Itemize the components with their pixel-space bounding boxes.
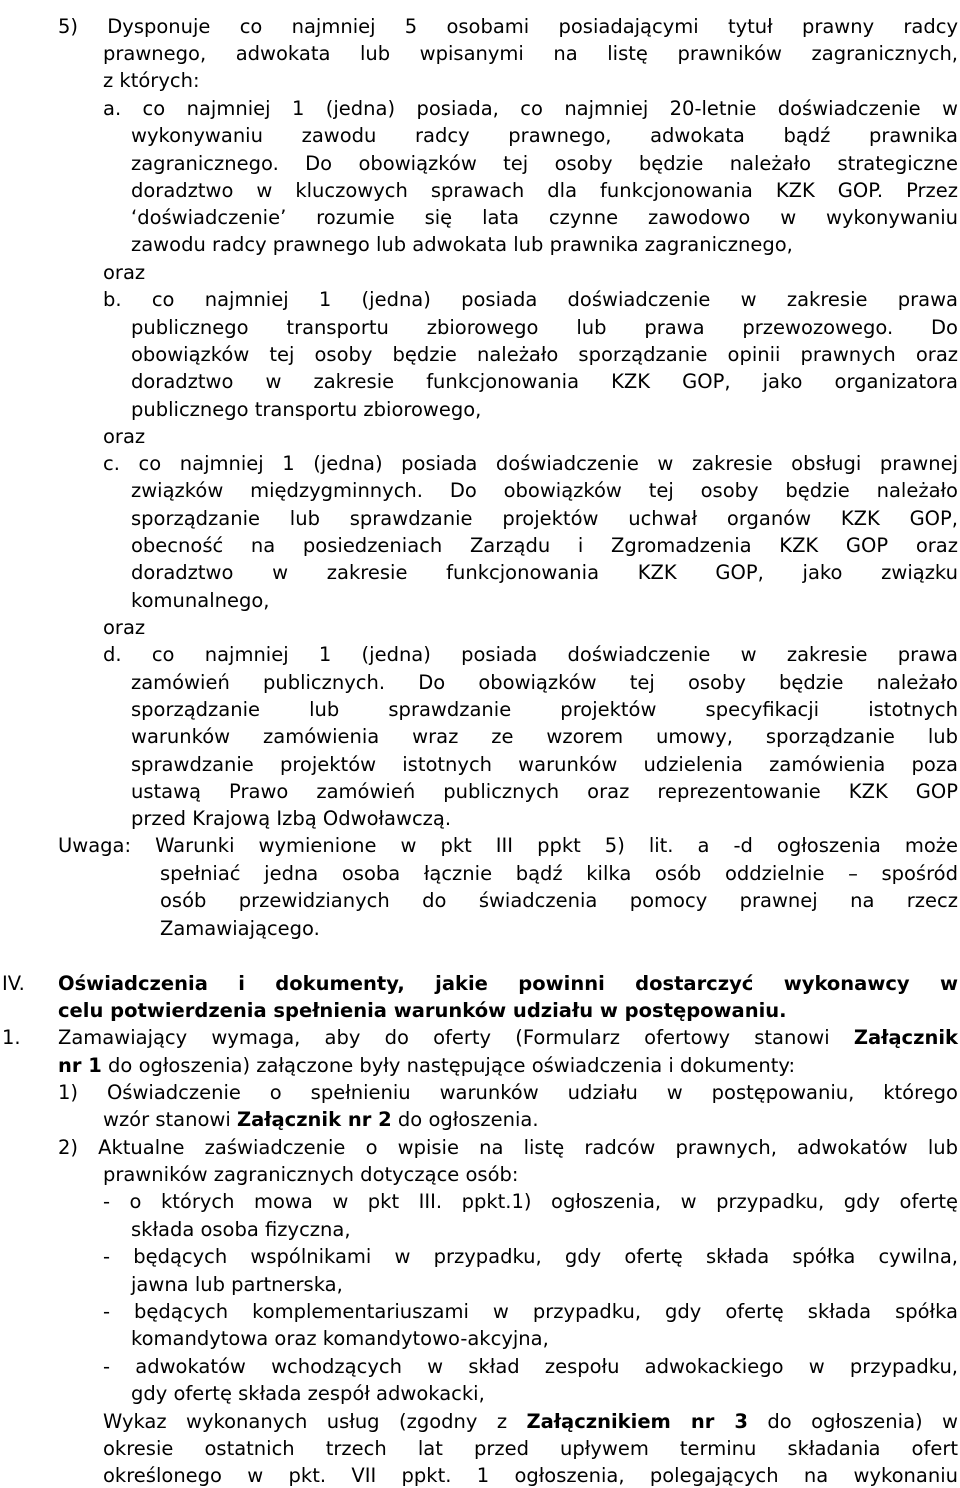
text-span: ‘doświadczenie’ rozumie się lata czynne zawodowo w wykonywaniu xyxy=(131,206,958,229)
text-line xyxy=(131,1217,351,1242)
text-line xyxy=(131,315,958,340)
text-span: sporządzanie lub sprawdzanie projektów uchwał organów KZK GOP, xyxy=(131,507,958,530)
text-line xyxy=(103,615,145,640)
text-line xyxy=(103,1162,518,1187)
text-line xyxy=(103,424,145,449)
text-span: zamówień publicznych. Do obowiązków tej osoby będzie należało xyxy=(131,671,958,694)
text-span: Uwaga: Warunki wymienione w pkt III ppkt 5) lit. a -d ogłoszenia może xyxy=(58,834,958,857)
text-span: publicznego transportu zbiorowego lub prawa przewozowego. Do xyxy=(131,316,958,339)
text-line xyxy=(131,178,958,203)
text-line xyxy=(131,369,958,394)
text-span: prawnego, adwokata lub wpisanymi na listę prawników zagranicznych, xyxy=(103,42,958,65)
text-span: okresie ostatnich trzech lat przed upływem terminu składania ofert xyxy=(103,1437,958,1460)
text-span: Wykaz wykonanych usług (zgodny z xyxy=(103,1410,527,1433)
text-span: 2) Aktualne zaświadczenie o wpisie na listę radców prawnych, adwokatów lub xyxy=(58,1136,958,1159)
text-line xyxy=(103,68,200,93)
text-line xyxy=(160,888,958,913)
text-span: obowiązków tej osoby będzie należało sporządzanie opinii prawnych oraz xyxy=(131,343,958,366)
text-line xyxy=(160,861,958,886)
text-span: do ogłoszenia. xyxy=(391,1108,539,1131)
text-line xyxy=(58,833,958,858)
text-span: spełniać jedna osoba łącznie bądź kilka osób oddzielnie – spośród xyxy=(160,862,958,885)
text-line xyxy=(131,806,451,831)
text-span: przed Krajową Izbą Odwoławczą. xyxy=(131,807,452,830)
text-span: doradztwo w kluczowych sprawach dla funkcjonowania KZK GOP. Przez xyxy=(131,179,958,202)
text-line xyxy=(131,1272,343,1297)
text-line xyxy=(103,1463,958,1488)
text-line xyxy=(103,1107,539,1132)
text-span: sprawdzanie projektów istotnych warunków udzielenia zamówienia poza xyxy=(131,753,958,776)
text-line xyxy=(131,397,481,422)
text-span: składa osoba fizyczna, xyxy=(131,1218,351,1241)
bold-text: Oświadczenia i dokumenty, jakie powinni dostarczyć wykonawcy w xyxy=(58,972,958,995)
text-line xyxy=(2,971,25,996)
text-span: warunków zamówienia wraz ze wzorem umowy, sporządzanie lub xyxy=(131,725,958,748)
text-span: sporządzanie lub sprawdzanie projektów specyfikacji istotnych xyxy=(131,698,958,721)
text-span: określonego w pkt. VII ppkt. 1 ogłoszenia, polegających na wykonaniu xyxy=(103,1464,958,1487)
text-line xyxy=(131,533,958,558)
text-span: obecność na posiedzeniach Zarządu i Zgromadzenia KZK GOP oraz xyxy=(131,534,958,557)
text-line xyxy=(131,123,958,148)
bold-text: celu potwierdzenia spełnienia warunków udziału w postępowaniu. xyxy=(58,999,787,1022)
text-span: Zamawiający wymaga, aby do oferty (Formularz ofertowy stanowi xyxy=(58,1026,854,1049)
text-span: IV. xyxy=(2,972,25,995)
text-span: a. co najmniej 1 (jedna) posiada, co najmniej 20-letnie doświadczenie w xyxy=(103,97,958,120)
text-line xyxy=(131,478,958,503)
text-line xyxy=(58,1080,958,1105)
text-span: - będących komplementariuszami w przypadku, gdy ofertę składa spółka xyxy=(103,1300,958,1323)
text-span: z których: xyxy=(103,69,200,92)
text-span: do ogłoszenia) załączone były następujące oświadczenia i dokumenty: xyxy=(101,1054,796,1077)
text-line xyxy=(131,752,958,777)
bold-text: Załącznik nr 2 xyxy=(236,1108,392,1131)
text-span: komunalnego, xyxy=(131,589,270,612)
text-line xyxy=(2,1025,21,1050)
text-line xyxy=(131,151,958,176)
text-span: wzór stanowi xyxy=(103,1108,237,1131)
text-span: gdy ofertę składa zespół adwokacki, xyxy=(131,1382,485,1405)
text-line xyxy=(58,971,958,996)
text-span: ustawą Prawo zamówień publicznych oraz reprezentowanie KZK GOP xyxy=(131,780,958,803)
text-line xyxy=(58,1053,795,1078)
text-span: osób przewidzianych do świadczenia pomocy prawnej na rzecz xyxy=(160,889,958,912)
text-span: związków międzygminnych. Do obowiązków tej osoby będzie należało xyxy=(131,479,958,502)
text-span: oraz xyxy=(103,261,146,284)
text-line xyxy=(103,41,958,66)
text-span: do ogłoszenia) w xyxy=(747,1410,959,1433)
text-line xyxy=(58,1135,958,1160)
bold-text: nr 1 xyxy=(58,1054,102,1077)
text-span: zawodu radcy prawnego lub adwokata lub prawnika zagranicznego, xyxy=(131,233,793,256)
text-line xyxy=(131,342,958,367)
text-line xyxy=(131,232,793,257)
text-span: oraz xyxy=(103,616,146,639)
text-span: c. co najmniej 1 (jedna) posiada doświadczenie w zakresie obsługi prawnej xyxy=(103,452,958,475)
text-line xyxy=(131,1326,549,1351)
text-line xyxy=(103,451,958,476)
text-line xyxy=(103,1244,958,1269)
text-line xyxy=(103,1436,958,1461)
text-line xyxy=(131,588,269,613)
text-line xyxy=(103,287,958,312)
text-line xyxy=(103,1354,958,1379)
text-line xyxy=(160,916,320,941)
text-span: 1. xyxy=(2,1026,21,1049)
text-line xyxy=(103,642,958,667)
text-line xyxy=(131,560,958,585)
text-span: b. co najmniej 1 (jedna) posiada doświadczenie w zakresie prawa xyxy=(103,288,958,311)
text-span: d. co najmniej 1 (jedna) posiada doświadczenie w zakresie prawa xyxy=(103,643,958,666)
text-line xyxy=(58,14,958,39)
text-span: 5) Dysponuje co najmniej 5 osobami posiadającymi tytuł prawny radcy xyxy=(58,15,958,38)
text-span: prawników zagranicznych dotyczące osób: xyxy=(103,1163,519,1186)
text-span: wykonywaniu zawodu radcy prawnego, adwokata bądź prawnika xyxy=(131,124,958,147)
text-span: 1) Oświadczenie o spełnieniu warunków udziału w postępowaniu, którego xyxy=(58,1081,958,1104)
text-line xyxy=(131,205,958,230)
bold-text: Załącznikiem nr 3 xyxy=(526,1410,748,1433)
text-span: jawna lub partnerska, xyxy=(131,1273,343,1296)
text-line xyxy=(131,670,958,695)
text-line xyxy=(131,1381,485,1406)
text-span: doradztwo w zakresie funkcjonowania KZK GOP, jako związku xyxy=(131,561,958,584)
bold-text: Załącznik xyxy=(853,1026,958,1049)
text-line xyxy=(131,779,958,804)
text-line xyxy=(103,96,958,121)
text-span: - adwokatów wchodzących w skład zespołu adwokackiego w przypadku, xyxy=(103,1355,958,1378)
text-span: - o których mowa w pkt III. ppkt.1) ogłoszenia, w przypadku, gdy ofertę xyxy=(103,1190,958,1213)
text-line xyxy=(131,506,958,531)
text-span: Zamawiającego. xyxy=(160,917,320,940)
text-line xyxy=(58,1025,958,1050)
text-line xyxy=(131,724,958,749)
text-span: - będących wspólnikami w przypadku, gdy ofertę składa spółka cywilna, xyxy=(103,1245,958,1268)
text-line xyxy=(103,1299,958,1324)
text-line xyxy=(103,260,145,285)
text-span: zagranicznego. Do obowiązków tej osoby będzie należało strategiczne xyxy=(131,152,958,175)
text-span: oraz xyxy=(103,425,146,448)
text-span: komandytowa oraz komandytowo-akcyjna, xyxy=(131,1327,549,1350)
text-line xyxy=(131,697,958,722)
text-span: doradztwo w zakresie funkcjonowania KZK GOP, jako organizatora xyxy=(131,370,958,393)
text-line xyxy=(58,998,787,1023)
text-span: publicznego transportu zbiorowego, xyxy=(131,398,482,421)
text-line xyxy=(103,1409,958,1434)
text-line xyxy=(103,1189,958,1214)
